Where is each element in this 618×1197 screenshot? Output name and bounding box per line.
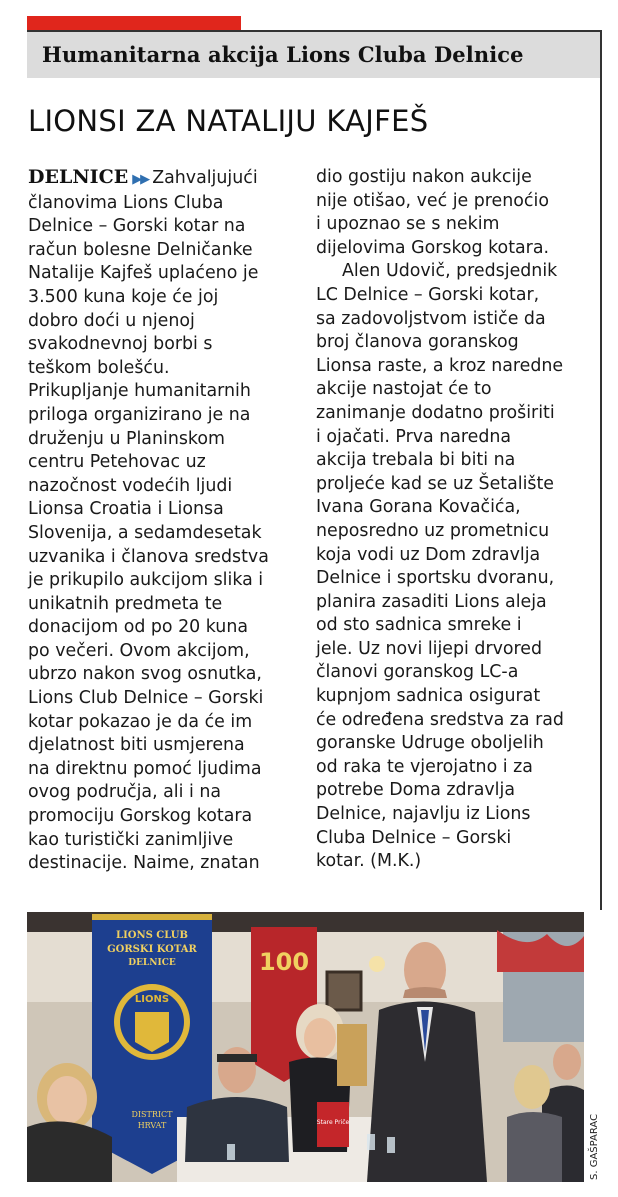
- article-line: centru Petehovac uz: [28, 452, 206, 473]
- article-line: broj članova goranskog: [316, 332, 519, 353]
- article-line: teškom bolešću.: [28, 357, 170, 378]
- lions-emblem-text: LIONS: [134, 994, 170, 1005]
- article-line: kotar. (M.K.): [316, 851, 422, 872]
- article-line-text: Zahvaljujući: [152, 168, 258, 188]
- double-arrow-icon: ▶▶: [132, 172, 149, 187]
- headline: LIONSI ZA NATALIJU KAJFEŠ: [28, 104, 429, 138]
- article-line: Ivana Gorana Kovačića,: [316, 497, 521, 518]
- article-line: [28, 166, 298, 192]
- article-line: članovi goranskog LC-a: [316, 662, 519, 683]
- article-line: LC Delnice – Gorski kotar,: [316, 284, 540, 305]
- article-line: Lions Club Delnice – Gorski: [28, 688, 264, 709]
- article-line: Alen Udovič, predsjednik: [342, 261, 558, 282]
- section-title: Humanitarna akcija Lions Cluba Delnice: [42, 42, 524, 67]
- article-line: 3.500 kuna koje će joj: [28, 286, 219, 307]
- banner-line-3: DELNICE: [128, 958, 176, 968]
- article-line: akcija trebala bi biti na: [316, 450, 516, 471]
- article-line: proljeće kad se uz Šetalište: [316, 473, 555, 494]
- article-line: dijelovima Gorskog kotara.: [316, 237, 550, 258]
- article-line: Prikupljanje humanitarnih: [28, 381, 251, 402]
- article-line: Lionsa Croatia i Lionsa: [28, 499, 224, 520]
- article-line: i upoznao se s nekim: [316, 214, 500, 235]
- article-line: sa zadovoljstvom ističe da: [316, 308, 546, 329]
- article-line: kupnjom sadnica osigurat: [316, 686, 541, 707]
- article-line: kotar pokazao je da će im: [28, 711, 253, 732]
- prize-book-label: Stare Priče: [316, 1119, 350, 1126]
- article-line: priloga organizirano je na: [28, 404, 251, 425]
- article-line: Delnice – Gorski kotar na: [28, 216, 246, 237]
- article-line: jele. Uz novi lijepi drvored: [316, 638, 543, 659]
- article-line: druženju u Planinskom: [28, 428, 225, 449]
- article-line: i ojačati. Prva naredna: [316, 426, 512, 447]
- accent-bar: [27, 16, 241, 30]
- article-line: djelatnost biti usmjerena: [28, 735, 245, 756]
- article-line: goranske Udruge oboljelih: [316, 733, 544, 754]
- banner-line-2: GORSKI KOTAR: [107, 944, 197, 955]
- banner-100: 100: [258, 948, 310, 976]
- article-line: koja vodi uz Dom zdravlja: [316, 544, 541, 565]
- article-line: je prikupilo aukcijom slika i: [28, 570, 264, 591]
- article-line: svakodnevnoj borbi s: [28, 334, 213, 355]
- article-line: planira zasaditi Lions aleja: [316, 591, 547, 612]
- article-line: od sto sadnica smreke i: [316, 615, 522, 636]
- banner-bottom-1: DISTRICT: [131, 1110, 173, 1119]
- article-line: kao turistički zanimljive: [28, 829, 234, 850]
- article-line: članovima Lions Cluba: [28, 192, 224, 213]
- article-line: Lionsa raste, a kroz naredne: [316, 355, 564, 376]
- article-line: račun bolesne Delničanke: [28, 239, 253, 260]
- article-line: na direktnu pomoć ljudima: [28, 758, 262, 779]
- article-line: od raka te vjerojatno i za: [316, 756, 533, 777]
- banner-line-1: LIONS CLUB: [116, 930, 188, 941]
- frame-right-rule: [600, 30, 602, 910]
- article-line: Delnice i sportsku dvoranu,: [316, 568, 555, 589]
- event-photo: [27, 912, 584, 1182]
- article-line: Delnice, najavlju iz Lions: [316, 804, 531, 825]
- article-line: zanimanje dodatno proširiti: [316, 402, 555, 423]
- article-line: dobro doći u njenoj: [28, 310, 195, 331]
- article-line: Natalije Kajfeš uplaćeno je: [28, 263, 259, 284]
- photo-credit: S. GAŠPARAC: [589, 1113, 600, 1180]
- article-line: nije otišao, već je prenoćio: [316, 190, 549, 211]
- article-line: ovog područja, ali i na: [28, 782, 222, 803]
- article-line: po večeri. Ovom akcijom,: [28, 640, 250, 661]
- article-line: nazočnost vodećih ljudi: [28, 475, 233, 496]
- article-column-2: [316, 166, 592, 874]
- article-line: promociju Gorskog kotara: [28, 806, 253, 827]
- banner-bottom-2: HRVAT: [137, 1121, 167, 1130]
- article-line: potrebe Doma zdravlja: [316, 780, 515, 801]
- article-line: destinacije. Naime, znatan: [28, 853, 260, 874]
- article-line: donacijom od po 20 kuna: [28, 617, 248, 638]
- article-line: Cluba Delnice – Gorski: [316, 827, 512, 848]
- dateline: DELNICE: [28, 166, 129, 188]
- article-column-1: [28, 166, 298, 876]
- article-line: Slovenija, a sedamdesetak: [28, 522, 262, 543]
- article-line: uzvanika i članova sredstva: [28, 546, 269, 567]
- article-line: će određena sredstva za rad: [316, 709, 564, 730]
- article-line: dio gostiju nakon aukcije: [316, 167, 532, 187]
- article-line: akcije nastojat će to: [316, 379, 492, 400]
- article-line: neposredno uz prometnicu: [316, 520, 550, 541]
- article-line: unikatnih predmeta te: [28, 593, 223, 614]
- article-line: ubrzo nakon svog osnutka,: [28, 664, 262, 685]
